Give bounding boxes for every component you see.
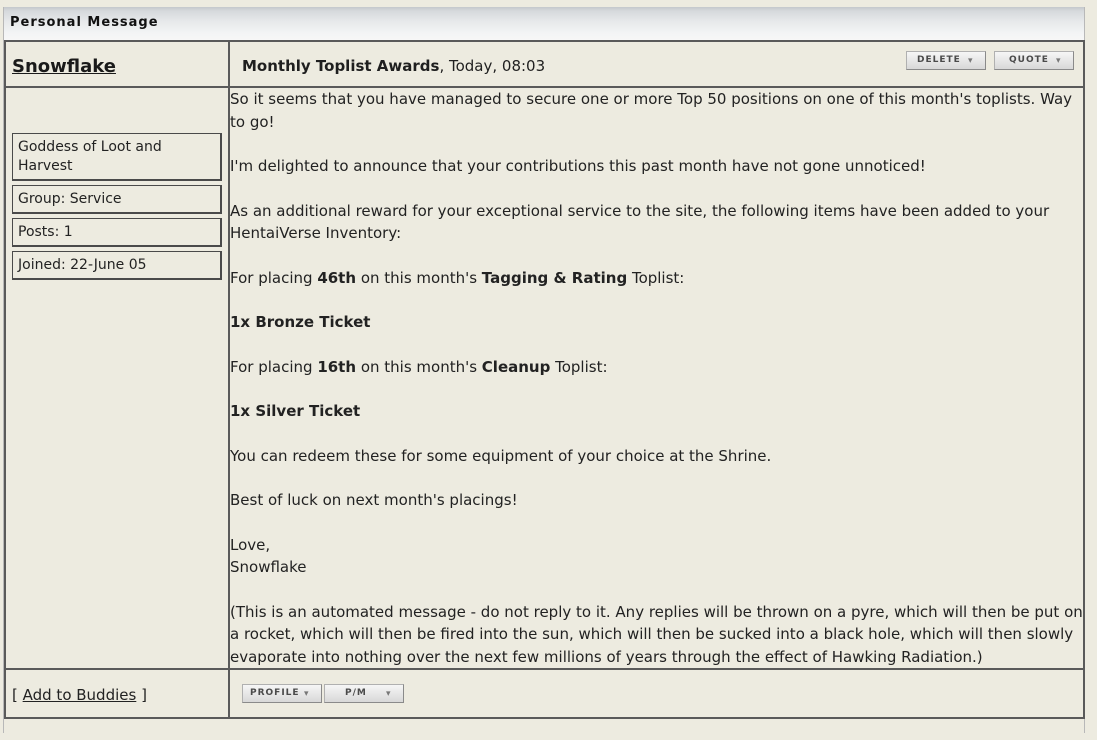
- award-toplist: Tagging & Rating: [481, 268, 628, 287]
- signature: Love, Snowflake: [230, 535, 307, 576]
- body-paragraph: (This is an automated message - do not reply to it. Any replies will be thrown on a pyre, which will then be put on a rocket, which will then be fired into the sun, which will then be sucked into a black hole, which will then slowly evaporate into nothing over the next few millions of years through the effect of Hawking Radiation.): [230, 602, 1083, 666]
- body-paragraph: As an additional reward for your exceptional service to the site, the following items have been added to your HentaiVerse Inventory:: [230, 201, 1050, 242]
- pm-button-label: P/M: [345, 688, 367, 698]
- user-group: Group: Service: [12, 185, 222, 214]
- dropdown-arrow-icon: ▾: [386, 689, 391, 699]
- panel-title: Personal Message: [4, 7, 1084, 40]
- author-name-link[interactable]: Snowflake: [12, 56, 116, 77]
- award-line: For placing 16th on this month's Cleanup Toplist:: [230, 357, 608, 376]
- user-title: Goddess of Loot and Harvest: [12, 133, 222, 181]
- buddies-cell: [ Add to Buddies ]: [5, 669, 229, 718]
- profile-button[interactable]: [242, 684, 322, 703]
- quote-button[interactable]: [994, 51, 1074, 70]
- quote-button-label: QUOTE: [1009, 55, 1049, 65]
- award-line: For placing 46th on this month's Tagging & Rating Toplist:: [230, 268, 685, 287]
- award-item: 1x Bronze Ticket: [230, 313, 371, 331]
- profile-button-label: PROFILE: [250, 688, 300, 698]
- message-body: [229, 87, 1084, 669]
- pm-button[interactable]: [324, 684, 404, 703]
- message-header-cell: [229, 41, 1084, 87]
- message-subject: Monthly Toplist Awards: [242, 57, 440, 75]
- body-paragraph: Best of luck on next month's placings!: [230, 491, 518, 509]
- body-paragraph: So it seems that you have managed to secure one or more Top 50 positions on one of this month's toplists. Way to go!: [230, 90, 1073, 131]
- dropdown-arrow-icon: ▾: [968, 56, 973, 66]
- message-table: [4, 40, 1085, 719]
- body-paragraph: You can redeem these for some equipment of your choice at the Shrine.: [230, 446, 772, 465]
- award-place: 16th: [317, 357, 357, 376]
- award-place: 46th: [317, 268, 357, 287]
- dropdown-arrow-icon: ▾: [1056, 56, 1061, 66]
- user-joined: Joined: 22-June 05: [12, 251, 222, 280]
- author-actions-cell: [229, 669, 1084, 718]
- delete-button[interactable]: [906, 51, 986, 70]
- author-cell: [5, 41, 229, 87]
- award-toplist: Cleanup: [481, 357, 551, 376]
- add-to-buddies-link[interactable]: Add to Buddies: [22, 686, 137, 704]
- user-info-cell: [5, 87, 229, 669]
- delete-button-label: DELETE: [917, 55, 961, 65]
- user-posts: Posts: 1: [12, 218, 222, 247]
- message-date: , Today, 08:03: [439, 57, 546, 75]
- message-subject-line: [242, 57, 545, 75]
- dropdown-arrow-icon: ▾: [304, 689, 309, 699]
- award-item: 1x Silver Ticket: [230, 402, 361, 420]
- body-paragraph: I'm delighted to announce that your contributions this past month have not gone unnoticed!: [230, 157, 926, 175]
